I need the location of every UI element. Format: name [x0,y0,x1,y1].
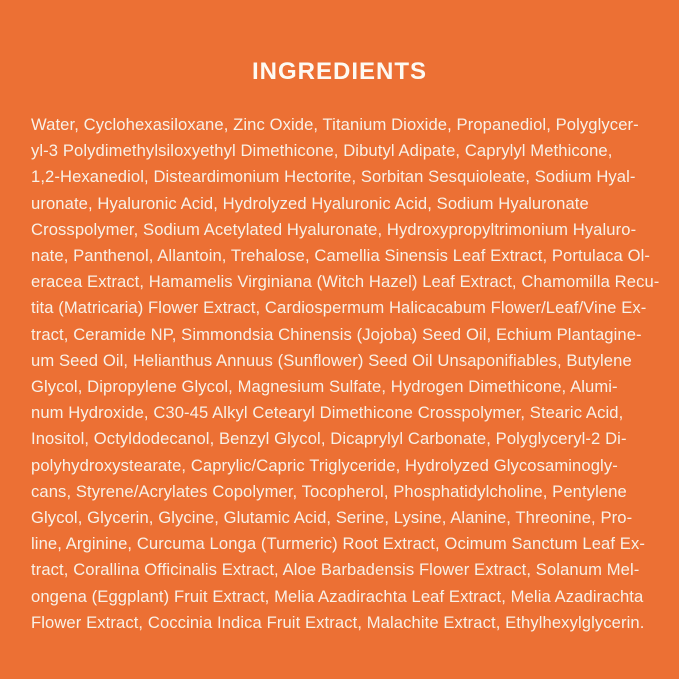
ingredients-text-line: Crosspolymer, Sodium Acetylated Hyaluronate, Hydroxypropyltrimonium Hyaluro- [31,219,637,239]
ingredients-title: INGREDIENTS [251,58,427,85]
ingredients-text-line: nate, Panthenol, Allantoin, Trehalose, Camellia Sinensis Leaf Extract, Portulaca Ol- [31,246,651,266]
ingredients-text-line: um Seed Oil, Helianthus Annuus (Sunflower) Seed Oil Unsaponifiables, Butylene [31,350,632,370]
ingredients-text-line: num Hydroxide, C30-45 Alkyl Cetearyl Dimethicone Crosspolymer, Stearic Acid, [31,403,624,423]
ingredients-text-line: eracea Extract, Hamamelis Virginiana (Witch Hazel) Leaf Extract, Chamomilla Recu- [31,272,660,292]
ingredients-text-line: tract, Corallina Officinalis Extract, Aloe Barbadensis Flower Extract, Solanum Mel- [31,560,640,580]
ingredients-text-line: cans, Styrene/Acrylates Copolymer, Tocopherol, Phosphatidylcholine, Pentylene [31,481,627,501]
ingredients-text [31,112,660,636]
ingredients-text-line: tita (Matricaria) Flower Extract, Cardiospermum Halicacabum Flower/Leaf/Vine Ex- [31,298,647,318]
ingredients-text-line: Glycol, Glycerin, Glycine, Glutamic Acid, Serine, Lysine, Alanine, Threonine, Pro- [31,508,633,528]
ingredients-text-line: Inositol, Octyldodecanol, Benzyl Glycol, Dicaprylyl Carbonate, Polyglyceryl-2 Di- [31,429,627,449]
ingredients-text-line: Water, Cyclohexasiloxane, Zinc Oxide, Titanium Dioxide, Propanediol, Polyglycer- [31,115,639,134]
ingredients-text-line: Flower Extract, Coccinia Indica Fruit Extract, Malachite Extract, Ethylhexylglycerin. [31,612,645,632]
ingredients-text-line: polyhydroxystearate, Caprylic/Capric Triglyceride, Hydrolyzed Glycosaminogly- [31,455,618,475]
ingredients-text-line: Glycol, Dipropylene Glycol, Magnesium Sulfate, Hydrogen Dimethicone, Alumi- [31,377,618,397]
ingredients-text-line: 1,2-Hexanediol, Disteardimonium Hectorite, Sorbitan Sesquioleate, Sodium Hyal- [31,167,636,187]
ingredients-text-line: uronate, Hyaluronic Acid, Hydrolyzed Hyaluronic Acid, Sodium Hyaluronate [31,193,589,213]
ingredients-text-line: tract, Ceramide NP, Simmondsia Chinensis (Jojoba) Seed Oil, Echium Plantagine- [31,324,642,344]
ingredients-text-line: ongena (Eggplant) Fruit Extract, Melia Azadirachta Leaf Extract, Melia Azadirachta [31,586,644,606]
ingredients-text-line: line, Arginine, Curcuma Longa (Turmeric) Root Extract, Ocimum Sanctum Leaf Ex- [31,534,645,554]
ingredients-text-line: yl-3 Polydimethylsiloxyethyl Dimethicone, Dibutyl Adipate, Caprylyl Methicone, [31,141,613,161]
